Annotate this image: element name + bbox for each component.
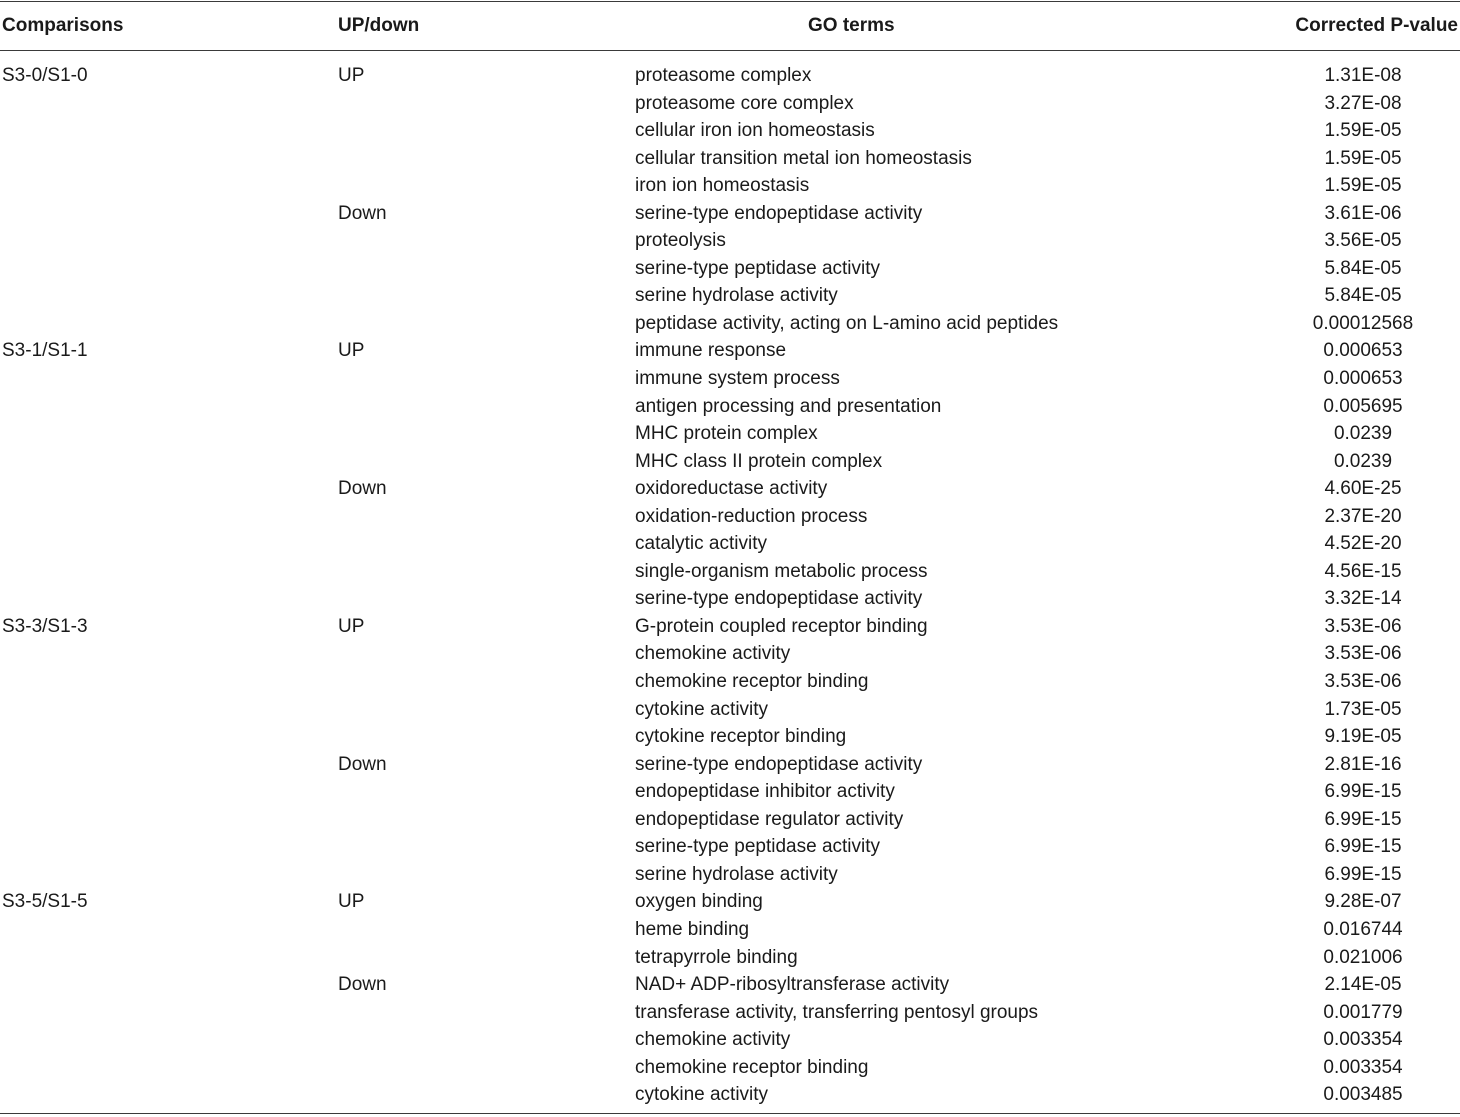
cell-pvalue: 0.021006 — [1323, 946, 1403, 968]
cell-pvalue: 3.56E-05 — [1324, 230, 1402, 252]
cell-pvalue: 1.59E-05 — [1324, 147, 1402, 169]
cell-pvalue: 5.84E-05 — [1324, 285, 1402, 307]
cell-pvalue: 1.59E-05 — [1324, 175, 1402, 197]
cell-comparison: S3-3/S1-3 — [2, 615, 88, 637]
cell-pvalue: 0.003354 — [1323, 1056, 1403, 1078]
table-row — [0, 200, 1460, 228]
cell-pvalue: 2.81E-16 — [1324, 753, 1402, 775]
table-row — [0, 888, 1460, 916]
cell-go-term: MHC class II protein complex — [635, 450, 883, 472]
table-row — [0, 1026, 1460, 1054]
table-row — [0, 420, 1460, 448]
table-row — [0, 723, 1460, 751]
cell-comparison: S3-0/S1-0 — [2, 65, 88, 86]
cell-pvalue: 9.19E-05 — [1324, 726, 1402, 748]
cell-pvalue: 1.31E-08 — [1324, 65, 1402, 86]
cell-pvalue: 2.37E-20 — [1324, 505, 1402, 527]
cell-go-term: tetrapyrrole binding — [635, 946, 798, 968]
cell-pvalue: 4.52E-20 — [1324, 533, 1402, 555]
cell-direction: Down — [338, 478, 387, 500]
cell-pvalue: 4.60E-25 — [1324, 478, 1402, 500]
cell-pvalue: 1.59E-05 — [1324, 120, 1402, 142]
cell-pvalue: 0.000653 — [1323, 340, 1403, 362]
cell-pvalue: 3.53E-06 — [1324, 643, 1402, 665]
table-row — [0, 503, 1460, 531]
cell-go-term: chemokine activity — [635, 1029, 791, 1051]
cell-go-term: endopeptidase inhibitor activity — [635, 781, 895, 803]
cell-pvalue: 5.84E-05 — [1324, 257, 1402, 279]
cell-pvalue: 3.61E-06 — [1324, 202, 1402, 224]
cell-go-term: catalytic activity — [635, 533, 767, 555]
table-row — [0, 558, 1460, 586]
cell-pvalue: 4.56E-15 — [1324, 560, 1402, 582]
header-go-terms: GO terms — [808, 15, 895, 36]
table-row — [0, 530, 1460, 558]
cell-pvalue: 3.32E-14 — [1324, 588, 1402, 610]
cell-go-term: proteolysis — [635, 230, 726, 252]
cell-pvalue: 0.00012568 — [1312, 312, 1414, 334]
table-row — [0, 585, 1460, 613]
cell-go-term: proteasome complex — [635, 65, 812, 86]
cell-pvalue: 6.99E-15 — [1324, 781, 1402, 803]
cell-pvalue: 6.99E-15 — [1324, 863, 1402, 885]
cell-go-term: endopeptidase regulator activity — [635, 808, 904, 830]
cell-pvalue: 0.003485 — [1323, 1084, 1403, 1106]
table-row — [0, 916, 1460, 944]
cell-pvalue: 0.0239 — [1333, 450, 1393, 472]
table-row — [0, 833, 1460, 861]
cell-go-term: chemokine receptor binding — [635, 1056, 869, 1078]
cell-go-term: G-protein coupled receptor binding — [635, 615, 928, 637]
cell-go-term: NAD+ ADP-ribosyltransferase activity — [635, 974, 950, 996]
cell-go-term: cellular iron ion homeostasis — [635, 120, 875, 142]
table-row — [0, 1081, 1460, 1109]
cell-go-term: serine-type peptidase activity — [635, 257, 881, 279]
header-rule — [0, 50, 1460, 51]
cell-go-term: serine hydrolase activity — [635, 863, 838, 885]
cell-comparison: S3-5/S1-5 — [2, 891, 88, 913]
cell-go-term: oxygen binding — [635, 891, 763, 913]
cell-direction: UP — [338, 65, 365, 86]
table-row — [0, 172, 1460, 200]
table-row — [0, 365, 1460, 393]
cell-go-term: chemokine activity — [635, 643, 791, 665]
table-row — [0, 696, 1460, 724]
cell-go-term: serine-type endopeptidase activity — [635, 202, 923, 224]
cell-direction: UP — [338, 340, 365, 362]
cell-go-term: serine-type peptidase activity — [635, 836, 881, 858]
table-row — [0, 448, 1460, 476]
header-comparisons: Comparisons — [2, 15, 124, 36]
cell-direction: Down — [338, 202, 387, 224]
cell-go-term: oxidation-reduction process — [635, 505, 868, 527]
table-row — [0, 117, 1460, 145]
table-row — [0, 1054, 1460, 1082]
cell-go-term: oxidoreductase activity — [635, 478, 828, 500]
table-row — [0, 475, 1460, 503]
cell-go-term: proteasome core complex — [635, 92, 854, 114]
cell-go-term: cytokine activity — [635, 698, 769, 720]
cell-go-term: chemokine receptor binding — [635, 671, 869, 693]
cell-direction: UP — [338, 615, 365, 637]
table-row — [0, 310, 1460, 338]
table-row — [0, 640, 1460, 668]
cell-go-term: immune response — [635, 340, 787, 362]
cell-pvalue: 6.99E-15 — [1324, 808, 1402, 830]
cell-go-term: MHC protein complex — [635, 423, 818, 445]
cell-pvalue: 9.28E-07 — [1324, 891, 1402, 913]
cell-go-term: antigen processing and presentation — [635, 395, 942, 417]
cell-pvalue: 0.005695 — [1323, 395, 1403, 417]
cell-go-term: serine-type endopeptidase activity — [635, 753, 923, 775]
table-row — [0, 145, 1460, 173]
cell-go-term: immune system process — [635, 368, 840, 390]
cell-go-term: cytokine activity — [635, 1084, 769, 1106]
cell-comparison: S3-1/S1-1 — [2, 340, 88, 362]
cell-pvalue: 3.27E-08 — [1324, 92, 1402, 114]
table-row — [0, 971, 1460, 999]
table-row — [0, 944, 1460, 972]
cell-pvalue: 3.53E-06 — [1324, 615, 1402, 637]
table-row — [0, 337, 1460, 365]
table-row — [0, 861, 1460, 889]
cell-pvalue: 1.73E-05 — [1324, 698, 1402, 720]
cell-pvalue: 0.000653 — [1323, 368, 1403, 390]
cell-direction: Down — [338, 753, 387, 775]
table-row — [0, 282, 1460, 310]
cell-pvalue: 0.003354 — [1323, 1029, 1403, 1051]
table-row — [0, 393, 1460, 421]
table-row — [0, 668, 1460, 696]
cell-go-term: serine-type endopeptidase activity — [635, 588, 923, 610]
cell-pvalue: 3.53E-06 — [1324, 671, 1402, 693]
cell-go-term: iron ion homeostasis — [635, 175, 810, 197]
table-body — [0, 62, 1460, 1109]
table-row — [0, 255, 1460, 283]
bottom-rule — [0, 1113, 1460, 1114]
table-header — [0, 0, 1460, 50]
cell-go-term: single-organism metabolic process — [635, 560, 928, 582]
cell-go-term: peptidase activity, acting on L-amino acid peptides — [635, 312, 1059, 334]
cell-pvalue: 0.0239 — [1333, 423, 1393, 445]
cell-go-term: serine hydrolase activity — [635, 285, 838, 307]
cell-go-term: heme binding — [635, 918, 750, 940]
cell-pvalue: 6.99E-15 — [1324, 836, 1402, 858]
table-row — [0, 227, 1460, 255]
table-row — [0, 90, 1460, 118]
table-row — [0, 806, 1460, 834]
cell-pvalue: 2.14E-05 — [1324, 974, 1402, 996]
table-row — [0, 62, 1460, 90]
header-corrected-pvalue: Corrected P-value — [1295, 15, 1458, 36]
cell-go-term: cellular transition metal ion homeostasis — [635, 147, 972, 169]
cell-go-term: cytokine receptor binding — [635, 726, 847, 748]
table-row — [0, 778, 1460, 806]
cell-pvalue: 0.016744 — [1323, 918, 1403, 940]
table-row — [0, 999, 1460, 1027]
table-row — [0, 613, 1460, 641]
header-updown: UP/down — [338, 15, 420, 36]
cell-go-term: transferase activity, transferring pentosyl groups — [635, 1001, 1039, 1023]
table-row — [0, 751, 1460, 779]
cell-direction: Down — [338, 974, 387, 996]
cell-pvalue: 0.001779 — [1323, 1001, 1403, 1023]
cell-direction: UP — [338, 891, 365, 913]
